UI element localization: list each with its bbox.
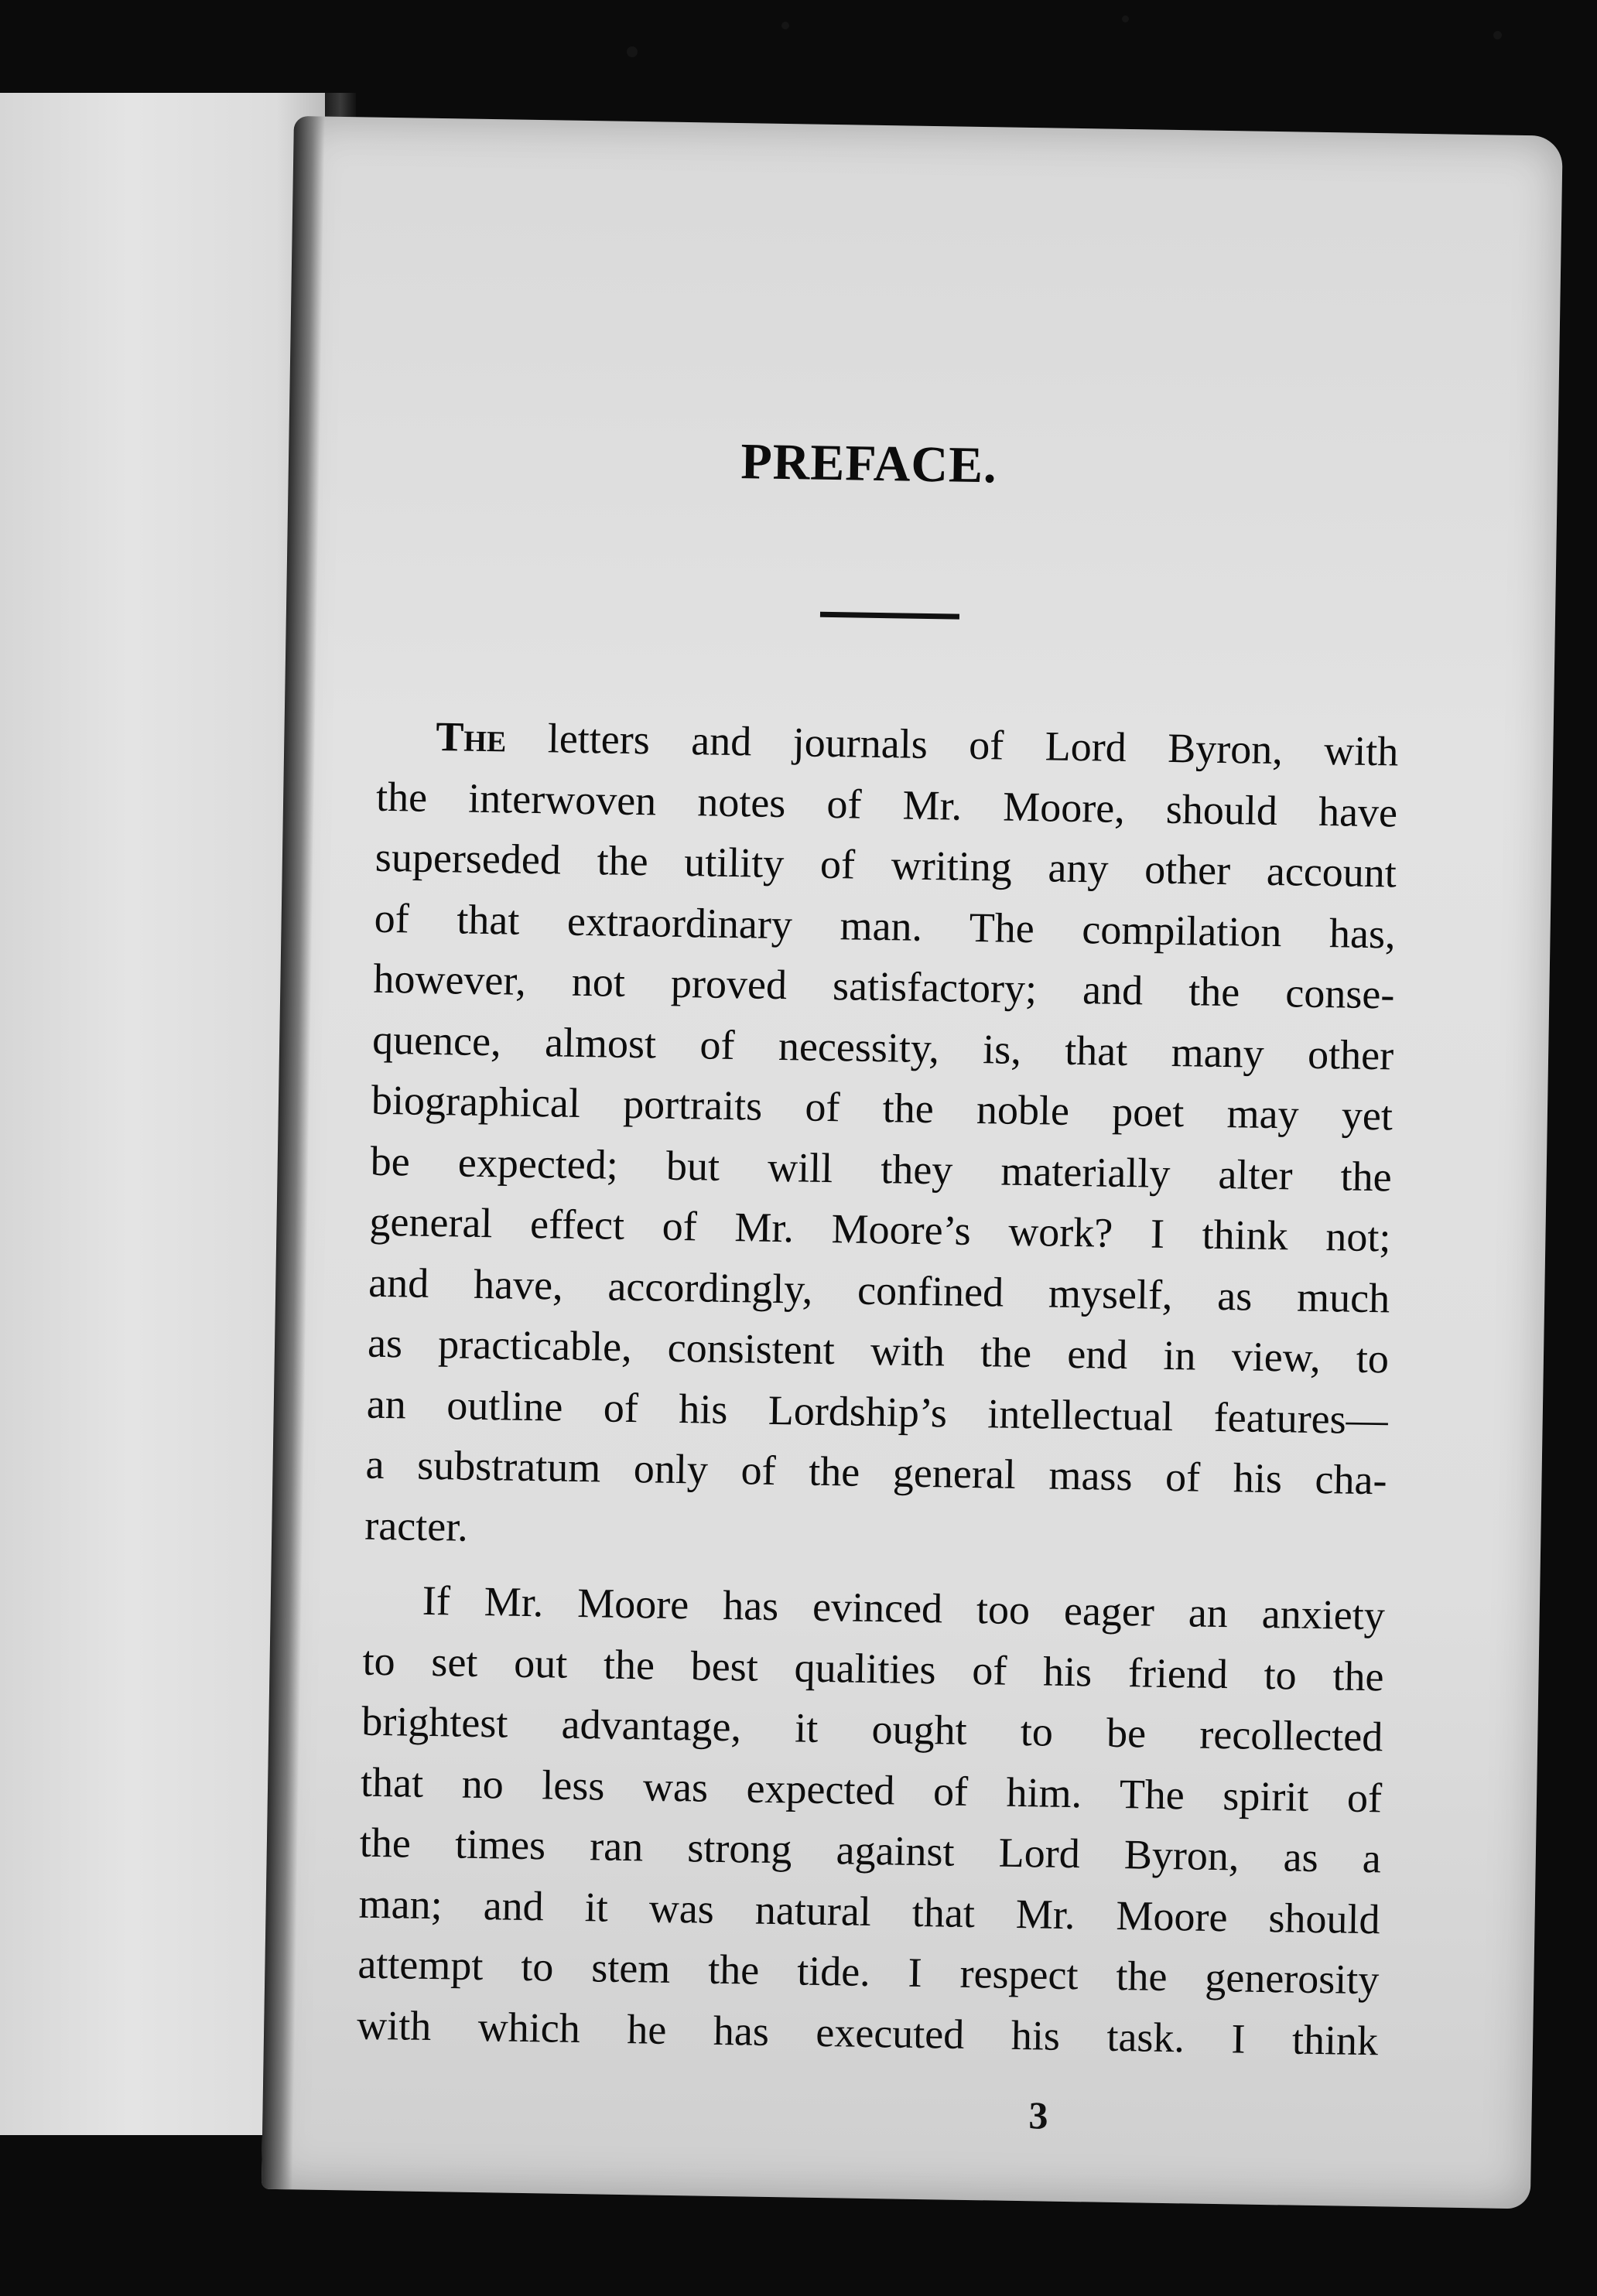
text-line: If Mr. Moore has evinced too eager an anxiety <box>422 1577 1386 1639</box>
heading-rule <box>820 612 959 620</box>
text-line: of that extraordinary man. The compilation has, <box>374 894 1397 957</box>
text-line: biographical portraits of the noble poet may yet <box>371 1076 1394 1139</box>
text-line: that no less was expected of him. The spirit of <box>360 1758 1383 1821</box>
page-heading: PREFACE. <box>740 433 998 494</box>
text-line: an outline of his Lordship’s intellectual features— <box>366 1380 1389 1443</box>
text-line: brightest advantage, it ought to be recollected <box>361 1697 1383 1761</box>
book-page <box>262 116 1563 2209</box>
text-line: a substratum only of the general mass of his cha- <box>365 1440 1387 1504</box>
text-line: to set out the best qualities of his friend to the <box>362 1637 1384 1700</box>
text-line: general effect of Mr. Moore’s work? I think not; <box>369 1198 1391 1261</box>
text-line: and have, accordingly, confined myself, as much <box>368 1259 1390 1321</box>
text-line: attempt to stem the tide. I respect the generosity <box>357 1940 1380 2004</box>
text-line: with which he has executed his task. I think <box>356 2001 1379 2064</box>
text-line: the times ran strong against Lord Byron, as a <box>359 1819 1382 1882</box>
text-line: however, not proved satisfactory; and the conse- <box>373 955 1395 1018</box>
scan-speck <box>1122 15 1129 22</box>
text-line: the interwoven notes of Mr. Moore, should have <box>375 773 1398 836</box>
scan-speck <box>781 22 789 29</box>
text-line: superseded the utility of writing any other account <box>374 833 1397 897</box>
page-number: 3 <box>1028 2093 1048 2137</box>
text-line: quence, almost of necessity, is, that many other <box>371 1016 1394 1078</box>
text-line: as practicable, consistent with the end in view, to <box>367 1319 1390 1382</box>
scan-speck <box>627 46 638 57</box>
text-line: racter. <box>364 1502 469 1550</box>
text-line: man; and it was natural that Mr. Moore should <box>358 1880 1381 1942</box>
scan-speck <box>1493 31 1502 39</box>
lead-word: The <box>435 712 507 761</box>
text-line: be expected; but will they materially alter the <box>370 1137 1393 1200</box>
body-text <box>357 706 1399 2072</box>
line-text: letters and journals of Lord Byron, with <box>505 714 1399 775</box>
